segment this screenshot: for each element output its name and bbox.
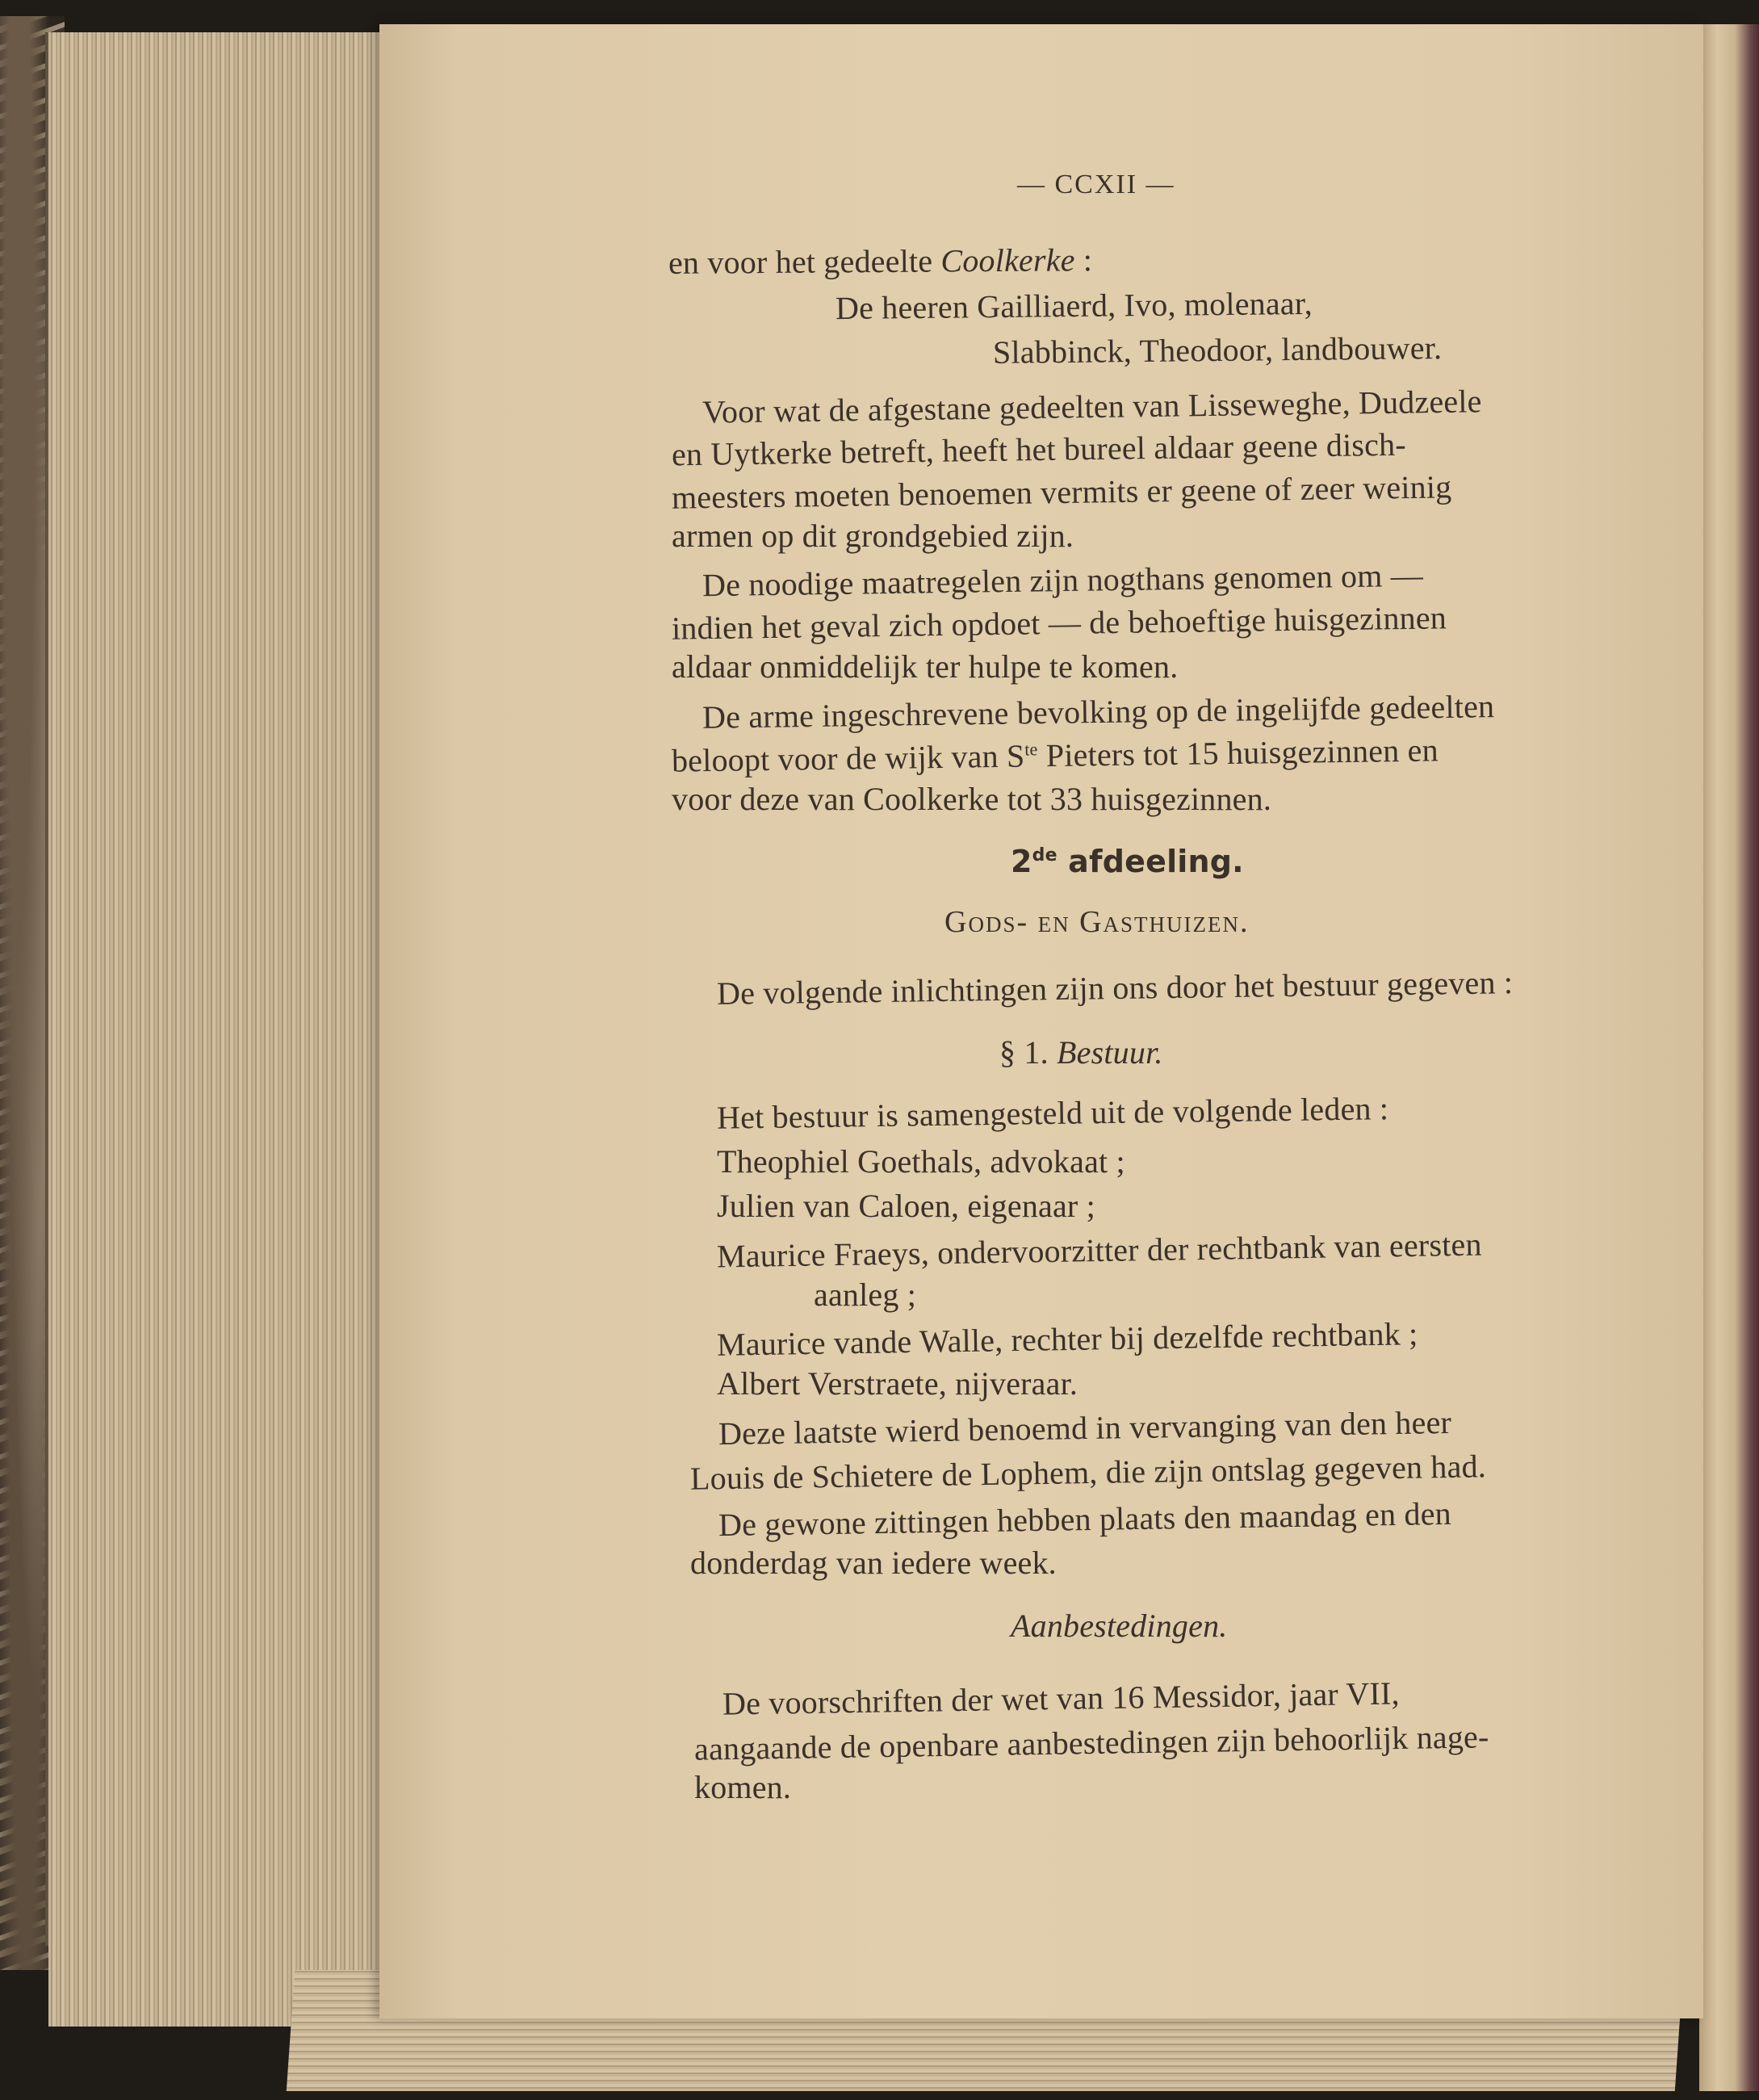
- list-item: Julien van Caloen, eigenaar ;: [717, 1188, 1095, 1224]
- list-item: Theophiel Goethals, advokaat ;: [717, 1143, 1125, 1180]
- text-line: meesters moeten benoemen vermits er geene of zeer weinig: [671, 468, 1452, 516]
- text-line: Slabbinck, Theodoor, landbouwer.: [992, 329, 1443, 371]
- text-line: Louis de Schietere de Lophem, die zijn ontslag gegeven had.: [689, 1448, 1487, 1497]
- page-stack-left: [48, 32, 405, 2027]
- text-line: en Uytkerke betreft, heeft het bureel aldaar geene disch-: [671, 425, 1407, 473]
- text-line: aldaar onmiddelijk ter hulpe te komen.: [672, 648, 1179, 685]
- text-line: beloopt voor de wijk van $S^{te}$ Pieters tot 15 huisgezinnen en: [671, 731, 1439, 779]
- list-item: Maurice Fraeys, ondervoorzitter der rechtbank van eersten: [716, 1226, 1482, 1275]
- page-header: — CCXII —: [1017, 170, 1175, 199]
- section-subheading: Gods- en Gasthuizen.: [944, 905, 1250, 939]
- text-line: voor deze van Coolkerke tot 33 huisgezinnen.: [672, 781, 1272, 817]
- text-line: Deze laatste wierd benoemd in vervanging van den heer: [718, 1403, 1452, 1452]
- text-line: De volgende inlichtingen zijn ons door het bestuur gegeven :: [716, 964, 1514, 1012]
- text-line: Het bestuur is samengesteld uit de volgende leden :: [716, 1090, 1389, 1136]
- book-page: [379, 24, 1703, 2018]
- list-item-continuation: aanleg ;: [814, 1276, 917, 1313]
- paragraph-heading: Aanbestedingen.: [1011, 1607, 1228, 1644]
- facing-page-edge: [1699, 24, 1759, 2091]
- text-line: en voor het gedeelte Coolkerke :: [668, 241, 1093, 281]
- paragraph-heading: § 1. Bestuur.: [999, 1034, 1163, 1071]
- text-line: indien het geval zich opdoet — de behoeftige huisgezinnen: [671, 599, 1447, 647]
- section-heading: 2de afdeeling.: [1011, 844, 1244, 879]
- text-line: armen op dit grondgebied zijn.: [672, 518, 1074, 554]
- text-line: donderdag van iedere week.: [690, 1545, 1057, 1581]
- page-text: [379, 24, 1703, 2018]
- list-item: Albert Verstraete, nijveraar.: [717, 1365, 1078, 1402]
- text-line: De voorschriften der wet van 16 Messidor, jaar VII,: [722, 1675, 1401, 1722]
- text-line: aangaande de openbare aanbestedingen zijn behoorlijk nage-: [693, 1718, 1489, 1767]
- text-line: komen.: [694, 1769, 792, 1805]
- text-line: De gewone zittingen hebben plaats den maandag en den: [718, 1494, 1452, 1544]
- text-line: De noodige maatregelen zijn nogthans genomen om —: [702, 556, 1424, 604]
- text-line: De arme ingeschrevene bevolking op de ingelijfde gedeelten: [702, 688, 1495, 736]
- text-line: Voor wat de afgestane gedeelten van Lisseweghe, Dudzeele: [702, 383, 1482, 430]
- list-item: Maurice vande Walle, rechter bij dezelfde rechtbank ;: [716, 1315, 1418, 1363]
- text-line: De heeren Gailliaerd, Ivo, molenaar,: [835, 284, 1313, 327]
